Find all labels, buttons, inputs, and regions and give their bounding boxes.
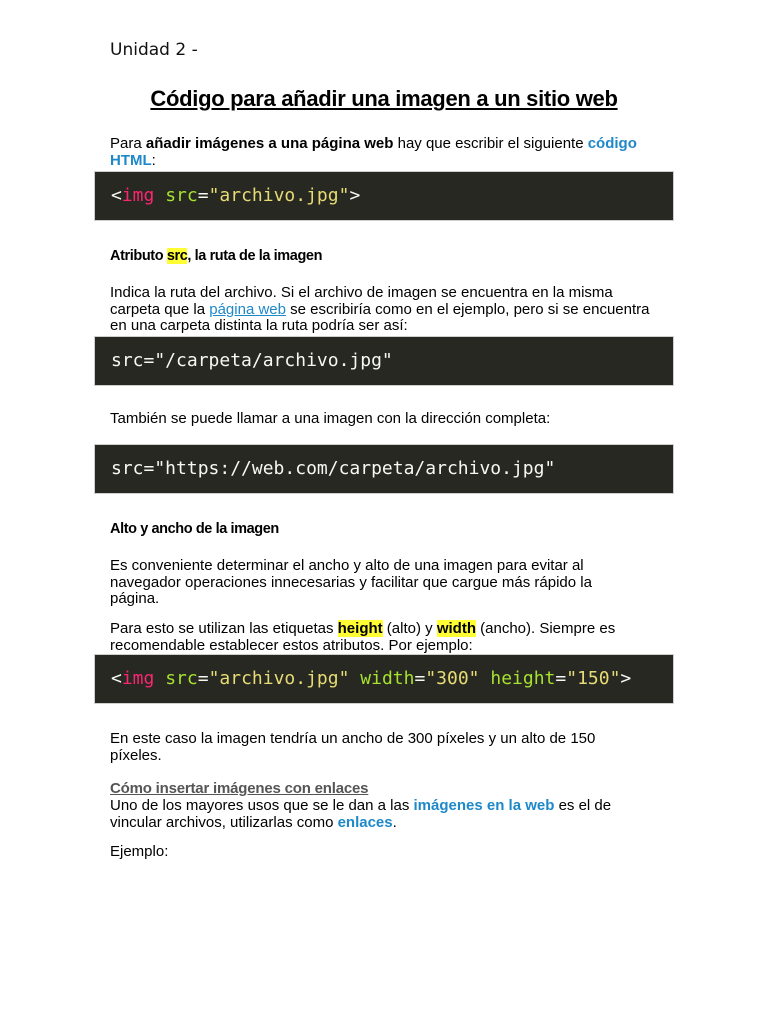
imagenes-web-link[interactable]: imágenes en la web [413, 797, 555, 814]
links-text-3: . [392, 813, 397, 831]
code4-close: > [620, 668, 632, 689]
example-paragraph: En este caso la imagen tendría un ancho de 300 píxeles y un alto de 150 píxeles. [110, 730, 596, 764]
links-text-1: Uno de los mayores usos que se le dan a las [110, 797, 414, 814]
src-highlight: src [166, 248, 188, 264]
links-heading[interactable]: Cómo insertar imágenes con enlaces [110, 780, 369, 797]
links-text-2: es el de vincular archivos, utilizarlas como [110, 797, 612, 831]
codigo-html-link[interactable]: código HTML [110, 135, 637, 169]
code-block-full-url: src="https://web.com/carpeta/archivo.jpg" [94, 444, 674, 494]
src-paragraph [110, 285, 650, 335]
code1-value: "archivo.jpg" [208, 185, 350, 206]
code-block-img [94, 171, 674, 221]
code1-eq: = [197, 185, 209, 206]
code4-val-height: "150" [566, 668, 621, 689]
code4-eq-3: = [555, 668, 567, 689]
size-heading: Alto y ancho de la imagen [110, 521, 279, 537]
code1-attr: src [165, 185, 198, 206]
attrs-paragraph [110, 621, 640, 654]
attrs-text-1: Para esto se utilizan las etiquetas [110, 620, 338, 637]
code4-val-src: "archivo.jpg" [208, 668, 350, 689]
links-paragraph [110, 798, 650, 831]
code4-eq-2: = [414, 668, 426, 689]
page-title: Código para añadir una imagen a un sitio web [150, 86, 618, 111]
code1-open: < [111, 185, 122, 206]
width-highlight: width [436, 620, 476, 637]
code-block-relative-path: src="/carpeta/archivo.jpg" [94, 336, 674, 386]
code4-open: < [111, 668, 122, 689]
code1-close: > [349, 185, 361, 206]
intro-text-1: Para [110, 135, 146, 152]
src-text-1: Indica la ruta del archivo. Si el archivo de imagen se encuentra en la misma carpeta que la [110, 284, 613, 318]
code4-attr-height: height [490, 668, 556, 689]
enlaces-link[interactable]: enlaces [337, 813, 393, 831]
src-heading [110, 248, 322, 264]
code4-val-width: "300" [425, 668, 480, 689]
code-block-img-size [94, 654, 674, 704]
size-paragraph: Es conveniente determinar el ancho y alto de una imagen para evitar al navegador operaciones innecesarias y facilitar que cargue más rápido la página. [110, 557, 592, 607]
ejemplo-label: Ejemplo: [110, 843, 169, 860]
attrs-text-3: (ancho). Siempre es recomendable establecer estos atributos. Por ejemplo: [110, 620, 616, 654]
intro-text-2: hay que escribir el siguiente [393, 135, 588, 152]
intro-text-3: : [151, 151, 156, 169]
code4-attr-width: width [360, 668, 415, 689]
src-heading-text-1: Atributo [110, 248, 167, 264]
code4-eq-1: = [197, 668, 209, 689]
intro-paragraph [110, 136, 670, 169]
attrs-text-2: (alto) y [382, 620, 437, 637]
src-heading-text-2: , la ruta de la imagen [187, 248, 323, 264]
intro-bold: añadir imágenes a una página web [145, 135, 394, 152]
unit-label: Unidad 2 - [110, 40, 198, 60]
code4-tag: img [121, 668, 155, 689]
full-path-paragraph: También se puede llamar a una imagen con la dirección completa: [110, 410, 551, 427]
height-highlight: height [337, 620, 383, 637]
code1-tag: img [121, 185, 155, 206]
code4-attr-src: src [165, 668, 198, 689]
pagina-web-link[interactable]: página web [209, 300, 286, 318]
src-text-2: se escribiría como en el ejemplo, pero si se encuentra en una carpeta distinta la ruta podría ser así: [110, 300, 650, 334]
